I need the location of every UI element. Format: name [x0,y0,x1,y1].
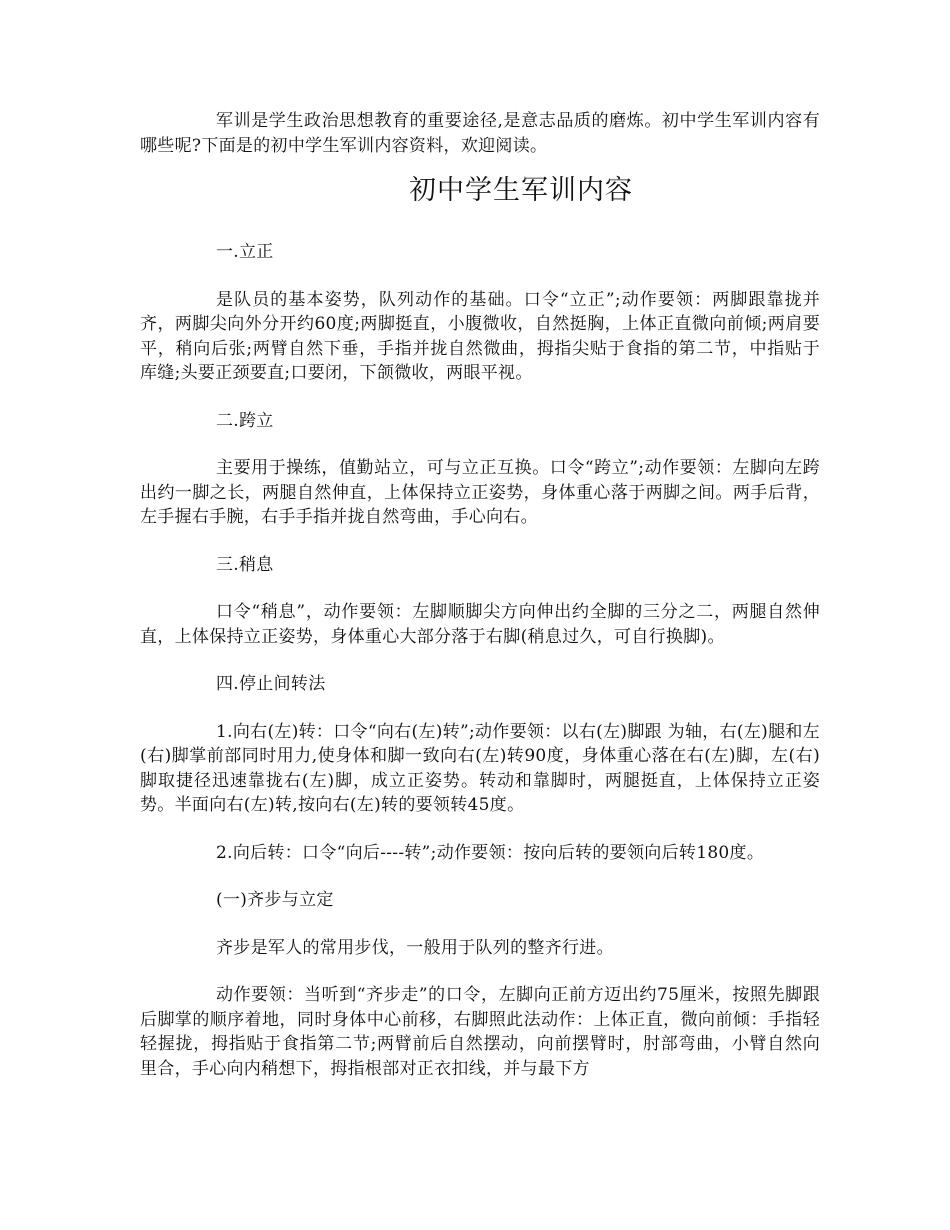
section-body-at-ease: 口令“稍息”，动作要领：左脚顺脚尖方向伸出约全脚的三分之二，两腿自然伸直，上体保持立正姿势，身体重心大部分落于右脚(稍息过久，可自行换脚)。 [140,602,820,647]
document-title: 初中学生军训内容 [409,175,633,206]
document-page [140,109,820,1104]
section-body-quick-march-intro: 齐步是军人的常用步伐，一般用于队列的整齐行进。 [216,937,614,958]
section-item-about-turn: 2.向后转：口令“向后----转”;动作要领：按向后转的要领向后转180度。 [216,842,765,863]
section-heading-quick-march: (一)齐步与立定 [216,890,334,910]
section-body-stand-at-attention: 是队员的基本姿势，队列动作的基础。口令“立正”;动作要领：两脚跟靠拢并齐，两脚尖向外分开约60度;两脚挺直，小腹微收，自然挺胸，上体正直微向前倾;两肩要平，稍向后张;两臂自然下垂，手指并拢自然微曲，拇指尖贴于食指的第二节，中指贴于库缝;头要正颈要直;口要闭，下颌微收，两眼平视。 [140,289,820,383]
section-heading-at-ease: 三.稍息 [216,554,274,575]
intro-paragraph: 军训是学生政治思想教育的重要途径,是意志品质的磨炼。初中学生军训内容有哪些呢?下面是的初中学生军训内容资料，欢迎阅读。 [140,111,820,156]
section-item-right-left-turn: 1.向右(左)转：口令“向右(左)转”;动作要领：以右(左)脚跟 为轴，右(左)腿和左(右)脚掌前部同时用力,使身体和脚一致向右(左)转90度，身体重心落在右(左)脚，左(右)脚取捷径迅速靠拢右(左)脚，成立正姿势。转动和靠脚时，两腿挺直，上体保持立正姿势。半面向右(左)转,按向右(左)转的要领转45度。 [140,721,820,815]
section-body-quick-march-essentials: 动作要领：当听到“齐步走”的口令，左脚向正前方迈出约75厘米，按照先脚跟后脚掌的顺序着地，同时身体中心前移，右脚照此法动作：上体正直，微向前倾：手指轻轻握拢，拇指贴于食指第二节;两臂前后自然摆动，向前摆臂时，肘部弯曲，小臂自然向里合，手心向内稍想下，拇指根部对正衣扣线，并与最下方 [140,985,820,1079]
section-heading-stand-at-attention: 一.立正 [216,242,274,262]
section-heading-parade-rest: 二.跨立 [216,410,274,431]
section-body-parade-rest: 主要用于操练，值勤站立，可与立正互换。口令“跨立”;动作要领：左脚向左跨出约一脚之长，两腿自然伸直，上体保持立正姿势，身体重心落于两脚之间。两手后背，左手握右手腕，右手手指并拢自然弯曲，手心向右。 [140,458,820,527]
section-heading-stationary-turns: 四.停止间转法 [216,674,326,694]
